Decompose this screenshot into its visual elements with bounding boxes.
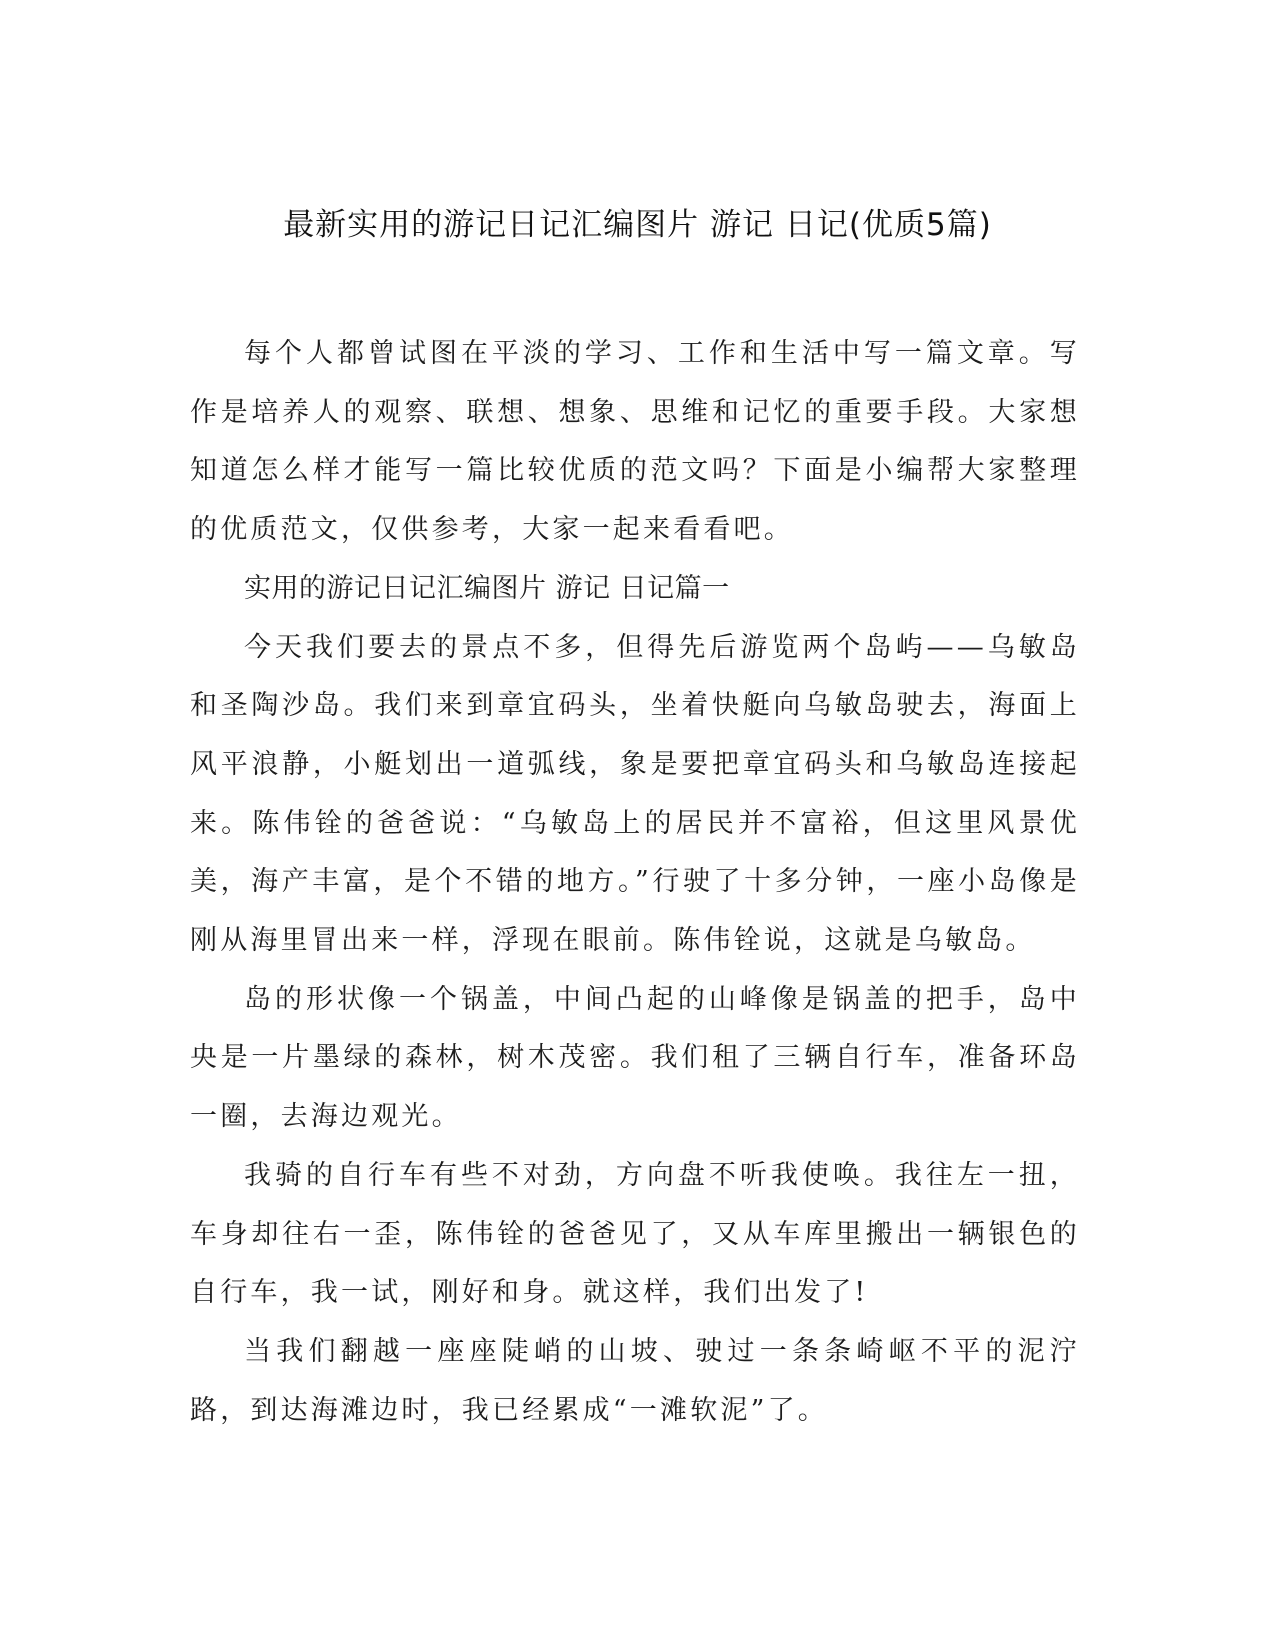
section-heading: 实用的游记日记汇编图片 游记 日记篇一 xyxy=(244,572,730,604)
intro-paragraph: 每个人都曾试图在平淡的学习、工作和生活中写一篇文章。写作是培养人的观察、联想、想象、思维和记忆的重要手段。大家想知道怎么样才能写一篇比较优质的范文吗？下面是小编帮大家整理的优质范文，仅供参考，大家一起来看看吧。 xyxy=(190,338,1080,546)
document-body xyxy=(190,325,1080,1440)
document-title: 最新实用的游记日记汇编图片 游记 日记(优质5篇) xyxy=(283,207,992,243)
body-paragraph: 当我们翻越一座座陡峭的山坡、驶过一条条崎岖不平的泥泞路，到达海滩边时，我已经累成“一滩软泥”了。 xyxy=(190,1335,1080,1426)
body-paragraph: 我骑的自行车有些不对劲，方向盘不听我使唤。我往左一扭，车身却往右一歪，陈伟铨的爸爸见了，又从车库里搬出一辆银色的自行车，我一试，刚好和身。就这样，我们出发了! xyxy=(190,1159,1080,1309)
body-paragraph: 岛的形状像一个锅盖，中间凸起的山峰像是锅盖的把手，岛中央是一片墨绿的森林，树木茂密。我们租了三辆自行车，准备环岛一圈，去海边观光。 xyxy=(190,983,1080,1133)
body-paragraph: 今天我们要去的景点不多，但得先后游览两个岛屿——乌敏岛和圣陶沙岛。我们来到章宜码头，坐着快艇向乌敏岛驶去，海面上风平浪静，小艇划出一道弧线，象是要把章宜码头和乌敏岛连接起来。陈伟铨的爸爸说：“乌敏岛上的居民并不富裕，但这里风景优美，海产丰富，是个不错的地方。”行驶了十多分钟，一座小岛像是刚从海里冒出来一样，浮现在眼前。陈伟铨说，这就是乌敏岛。 xyxy=(190,631,1080,957)
